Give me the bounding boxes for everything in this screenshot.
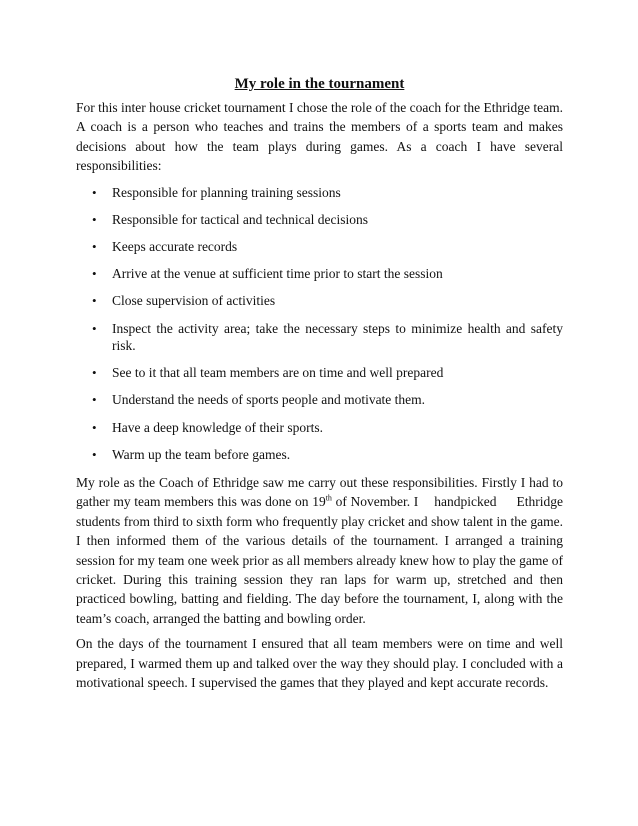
tournament-day-paragraph: On the days of the tournament I ensured that all team members were on time and well prepared, I warmed them up and talked over the way they should play. I concluded with a motivational speech. I supervised the games that they played and kept accurate records. — [76, 636, 563, 691]
list-item — [76, 265, 563, 283]
list-item — [76, 364, 563, 382]
intro-paragraph: For this inter house cricket tournament I chose the role of the coach for the Ethridge team. A coach is a person who teaches and trains the members of a sports team and makes decisions about how the team plays during games. As a coach I have several responsibilities: — [76, 100, 563, 174]
bullet-icon: • — [92, 211, 97, 227]
bullet-icon: • — [92, 293, 97, 309]
list-item — [76, 238, 563, 256]
bullet-icon: • — [92, 266, 97, 282]
list-item-text: Keeps accurate records — [112, 239, 238, 254]
list-item — [76, 292, 563, 310]
paragraph-text: Ethridge — [516, 494, 563, 510]
list-item — [76, 419, 563, 437]
bullet-icon: • — [92, 419, 97, 435]
document-title: My role in the tournament — [234, 76, 405, 92]
list-item-text: See to it that all team members are on time and well prepared — [112, 365, 444, 381]
responsibilities-list — [76, 184, 563, 464]
paragraph-text: students from third to sixth form who frequently play cricket and show talent in the game. I then informed them of the various details of the tournament. I arranged a training session for my team one week prior as all members already knew how to play the game of cricket. During this training session they ran laps for warm up, stretched and then practiced bowling, batting and fielding. The day before the tournament, I, along with the team’s coach, arranged the batting and bowling order. — [76, 513, 563, 626]
list-item-text: Have a deep knowledge of their sports. — [112, 419, 324, 435]
bullet-icon: • — [92, 392, 97, 408]
list-item — [76, 446, 563, 464]
bullet-icon: • — [92, 446, 97, 462]
list-item — [76, 184, 563, 202]
list-item-text: Arrive at the venue at sufficient time prior to start the session — [112, 266, 443, 282]
list-item-text: Inspect the activity area; take the necessary steps to minimize health and safety risk. — [112, 320, 563, 354]
bullet-icon: • — [92, 184, 97, 200]
list-item-text: Responsible for planning training sessions — [112, 184, 341, 200]
bullet-icon: • — [92, 239, 97, 254]
list-item — [76, 391, 563, 409]
document-page — [76, 74, 563, 692]
bullet-icon: • — [92, 365, 97, 381]
ordinal-suffix: th — [325, 493, 332, 503]
bullet-icon: • — [92, 320, 97, 336]
paragraph-text: My role as the Coach of Ethridge saw me carry out these responsibilities. Firstly I had to gather my team members this was done on 19 — [76, 475, 563, 510]
list-item-text: Responsible for tactical and technical decisions — [112, 211, 369, 227]
coach-role-paragraph — [76, 473, 563, 628]
list-item-text: Close supervision of activities — [112, 293, 276, 309]
list-item-text: Warm up the team before games. — [112, 446, 291, 462]
paragraph-text: handpicked — [434, 494, 497, 510]
list-item — [76, 320, 563, 355]
list-item-text: Understand the needs of sports people and motivate them. — [112, 392, 426, 408]
paragraph-text: of November. I — [331, 494, 419, 510]
list-item — [76, 211, 563, 229]
